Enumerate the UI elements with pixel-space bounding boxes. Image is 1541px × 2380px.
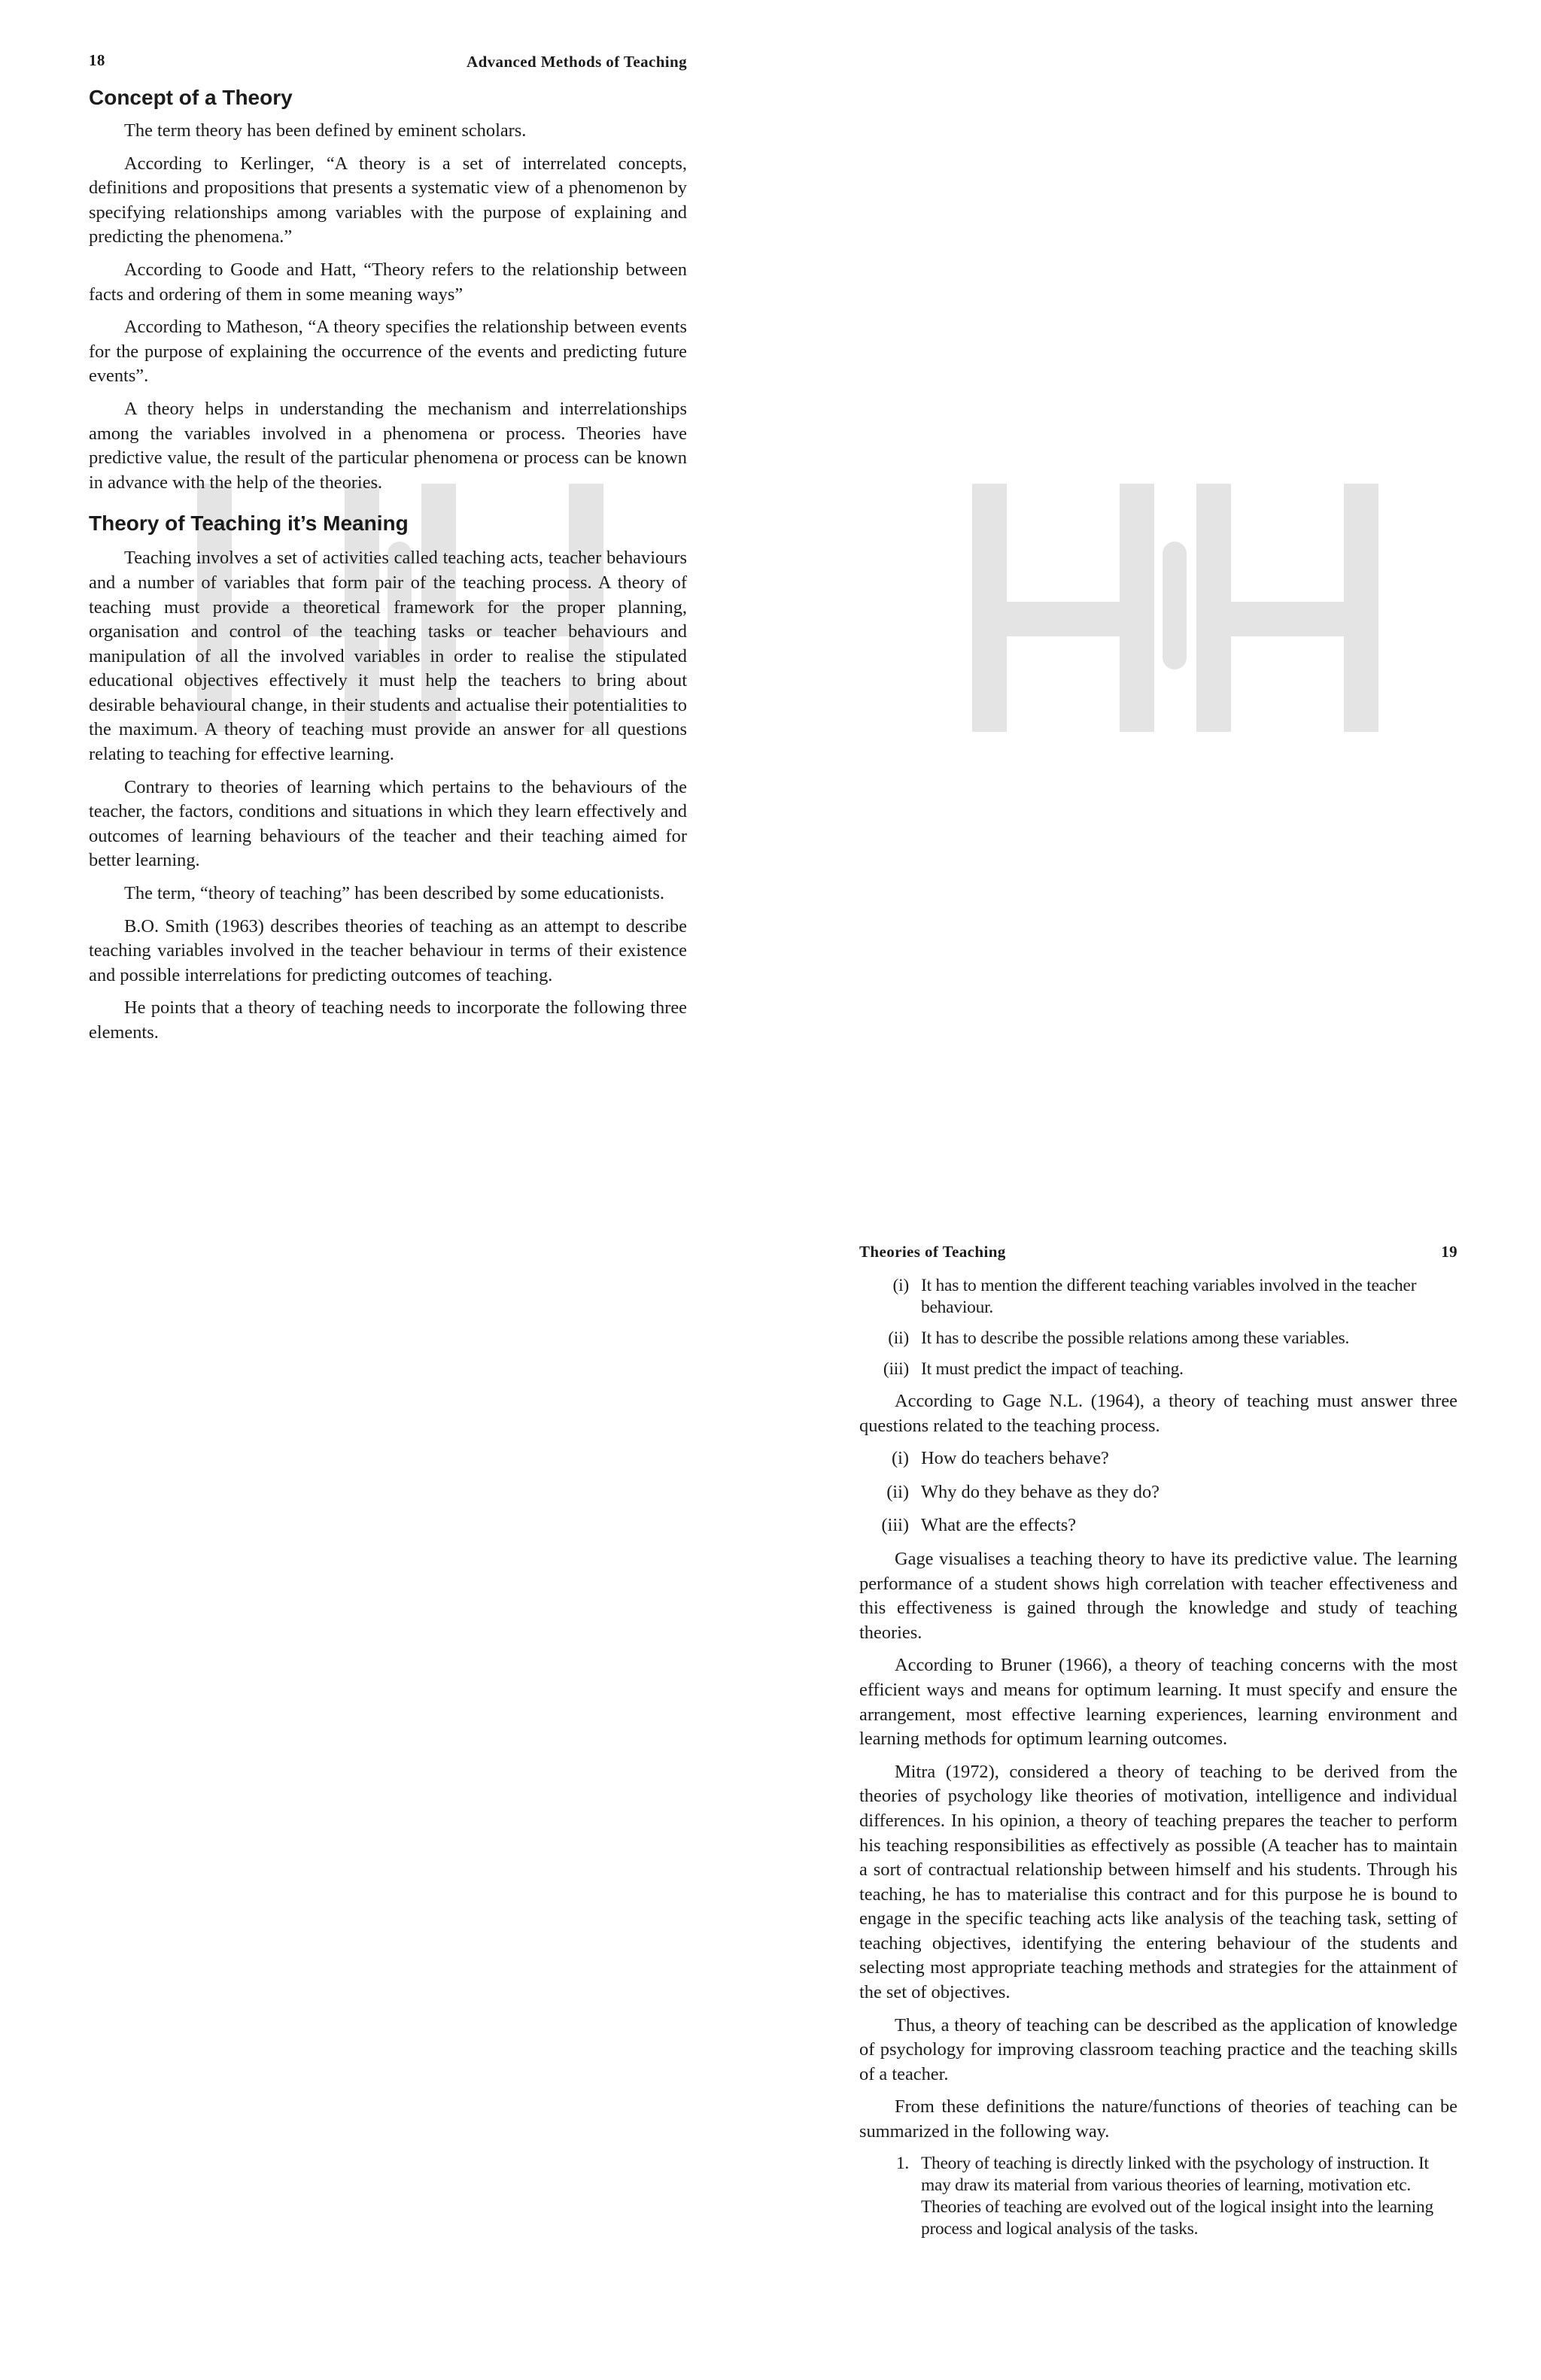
list-item-text: Why do they behave as they do? bbox=[921, 1481, 1160, 1502]
list-item bbox=[859, 1447, 1457, 1471]
list-marker: 1. bbox=[895, 2153, 909, 2173]
list-item-text: It has to mention the different teaching variables involved in the teacher behaviour. bbox=[921, 1276, 1417, 1317]
list-item-text: What are the effects? bbox=[921, 1515, 1077, 1536]
paragraph: According to Matheson, “A theory specifies the relationship between events for the purpose of explaining the occurrence of the events and predicting future events”. bbox=[89, 317, 687, 387]
running-head-left bbox=[89, 51, 687, 74]
list-item-text: It must predict the impact of teaching. bbox=[921, 1359, 1184, 1379]
paragraph: According to Gage N.L. (1964), a theory of teaching must answer three questions related to the teaching process. bbox=[859, 1391, 1457, 1436]
paragraph: Gage visualises a teaching theory to have its predictive value. The learning performance of a student shows high correlation with teacher effectiveness and this effectiveness is gained through the knowledge and study of teaching theories. bbox=[859, 1548, 1457, 1643]
paragraph: The term, “theory of teaching” has been described by some educationists. bbox=[124, 883, 664, 904]
right-page-body bbox=[859, 1275, 1457, 2249]
paragraph: Mitra (1972), considered a theory of teaching to be derived from the theories of psychology like theories of motivation, intelligence and individual differences. In his opinion, a theory of teaching prepares the teacher to perform his teaching responsibilities as effectively as possible (A teacher has to maintain a sort of contractual relationship between himself and his students. Through his teaching, he has to materialise this contract and for this purpose he is bound to engage in the specific teaching acts like analysis of the teaching task, setting of teaching objectives, identifying the entering behaviour of the students and selecting most appropriate teaching methods and strategies for the attainment of the set of objectives. bbox=[859, 1761, 1457, 2003]
functions-list bbox=[859, 2153, 1457, 2240]
left-page-body bbox=[89, 83, 687, 1046]
list-item bbox=[859, 1480, 1457, 1505]
paragraph: From these definitions the nature/functions of theories of teaching can be summarized in the following way. bbox=[859, 2096, 1457, 2142]
list-item bbox=[859, 1358, 1457, 1380]
list-item-text: How do teachers behave? bbox=[921, 1448, 1109, 1469]
paragraph: B.O. Smith (1963) describes theories of teaching as an attempt to describe teaching variables involved in the teacher behaviour in terms of their existence and possible interrelations for predicting outcomes of teaching. bbox=[89, 915, 687, 985]
list-item-text: It has to describe the possible relations among these variables. bbox=[921, 1328, 1350, 1348]
paragraph: A theory helps in understanding the mechanism and interrelationships among the variables involved in a phenomena or process. Theories have predictive value, the result of the particular phenomena or process can be known in advance with the help of the theories. bbox=[89, 398, 687, 493]
paragraph: According to Goode and Hatt, “Theory refers to the relationship between facts and ordering of them in some meaning ways” bbox=[89, 259, 687, 305]
section-heading: Theory of Teaching it’s Meaning bbox=[89, 512, 409, 536]
questions-list bbox=[859, 1447, 1457, 1538]
paragraph: He points that a theory of teaching needs to incorporate the following three elements. bbox=[89, 997, 687, 1043]
running-title: Advanced Methods of Teaching bbox=[467, 53, 687, 71]
list-marker: (iii) bbox=[883, 1359, 909, 1379]
paragraph: The term theory has been defined by eminent scholars. bbox=[124, 120, 527, 141]
section-heading: Concept of a Theory bbox=[89, 86, 293, 109]
page-number: 18 bbox=[89, 51, 105, 69]
left-page bbox=[89, 0, 687, 1190]
running-title: Theories of Teaching bbox=[859, 1243, 1006, 1261]
page-number: 19 bbox=[1441, 1243, 1457, 1261]
list-item bbox=[859, 1275, 1457, 1319]
paragraph: According to Bruner (1966), a theory of teaching concerns with the most efficient ways and means for optimum learning. It must specify and ensure the arrangement, most effective learning experiences, learning environment and learning methods for optimum learning outcomes. bbox=[859, 1655, 1457, 1750]
right-page bbox=[859, 1190, 1457, 2380]
running-head-right bbox=[859, 1241, 1457, 1264]
list-marker: (ii) bbox=[888, 1328, 909, 1348]
paragraph: Thus, a theory of teaching can be described as the application of knowledge of psychology for improving classroom teaching practice and the teaching skills of a teacher. bbox=[859, 2014, 1457, 2084]
elements-list bbox=[859, 1275, 1457, 1380]
list-marker: (i) bbox=[892, 1276, 909, 1295]
list-item bbox=[859, 2153, 1457, 2240]
paragraph: Contrary to theories of learning which pertains to the behaviours of the teacher, the factors, conditions and situations in which they learn effectively and outcomes of learning behaviours of the teacher and their teaching aimed for better learning. bbox=[89, 776, 687, 871]
list-marker: (ii) bbox=[886, 1481, 909, 1502]
paragraph: According to Kerlinger, “A theory is a set of interrelated concepts, definitions and propositions that presents a systematic view of a phenomenon by specifying relationships among variables with the purpose of explaining and predicting the phenomena.” bbox=[89, 153, 687, 247]
paragraph: Teaching involves a set of activities called teaching acts, teacher behaviours and a number of variables that form pair of the teaching process. A theory of teaching must provide a theoretical framework for the proper planning, organisation and control of the teaching tasks or teacher behaviours and manipulation of all the involved variables in order to realise the stipulated educational objectives effectively it must help the teachers to bring about desirable behavioural change, in their students and actualise their potentialities to the maximum. A theory of teaching must provide an answer for all questions relating to teaching for effective learning. bbox=[89, 548, 687, 765]
list-marker: (iii) bbox=[881, 1515, 909, 1536]
list-marker: (i) bbox=[891, 1448, 909, 1469]
list-item-text: Theory of teaching is directly linked with the psychology of instruction. It may draw its material from various theories of learning, motivation etc. Theories of teaching are evolved out of the logical insight into the learning process and logical analysis of the tasks. bbox=[921, 2153, 1433, 2239]
list-item bbox=[859, 1513, 1457, 1538]
list-item bbox=[859, 1328, 1457, 1349]
